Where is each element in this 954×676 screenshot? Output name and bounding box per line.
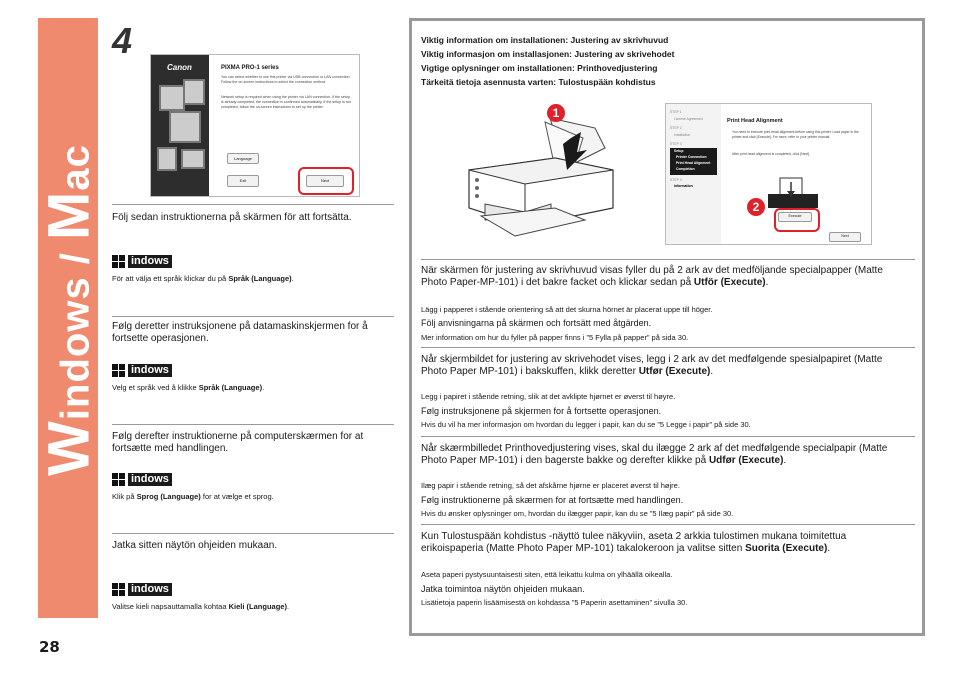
divider	[112, 533, 394, 534]
panel-heading: Viktig informasjon om installasjonen: Justering av skrivehodet	[421, 49, 675, 59]
divider	[112, 316, 394, 317]
step-number: 4	[112, 20, 133, 61]
step-badge-1: 1	[547, 104, 565, 122]
instruction-text: Følg deretter instruksjonene på datamaskinskjermen for å fortsette operasjonen.	[112, 321, 368, 344]
panel-heading: Viktig information om installationen: Justering av skrivhuvud	[421, 35, 669, 45]
paper-loading-icon	[764, 176, 824, 210]
language-note: Klik på Sprog (Language) for at vælge et sprog.	[112, 492, 274, 501]
divider	[421, 436, 915, 437]
divider	[112, 204, 394, 205]
paper-note: Ilæg papir i stående retning, så det afskårne hjørne er placeret øverst til højre.	[421, 481, 680, 490]
photo-frame	[183, 79, 205, 105]
windows-label: indows	[112, 254, 172, 269]
instruction-text: Når skjermbildet for justering av skrivehodet vises, legg i 2 ark av det medfølgende spesialpapiret (Matte Photo Paper MP-101) i bakskuffen, klikk deretter Utfør (Execute).	[421, 354, 883, 377]
next-button[interactable]: Next	[829, 232, 861, 242]
follow-text: Følg instruktionerne på skærmen for at fortsætte med handlingen.	[421, 495, 684, 505]
divider	[421, 259, 915, 260]
installer-screenshot	[150, 54, 360, 197]
windows-logo-icon	[112, 255, 126, 269]
installer-title: PIXMA PRO-1 series	[221, 65, 279, 71]
installer-steps-panel: STEP 1 License Agreement STEP 2 Installation STEP 3 Setup Printer Connection Print Head Alignment Completion STEP 4 Information	[666, 104, 721, 244]
instruction-text: När skärmen för justering av skrivhuvud visas fyller du på 2 ark av det medföljande specialpapper (Matte Photo Paper-MP-101) i det bakre facket och klickar sedan på Utför (Execute).	[421, 265, 883, 288]
alignment-paragraph: After print head alignment is completed, click [Next].	[732, 152, 811, 156]
step-badge-2: 2	[747, 198, 765, 216]
photo-frame	[159, 85, 185, 111]
photo-frame	[157, 147, 177, 171]
alignment-title: Print Head Alignment	[727, 118, 783, 124]
windows-logo-icon	[112, 473, 126, 487]
highlight-ring	[774, 208, 820, 232]
follow-text: Jatka toimintoa näytön ohjeiden mukaan.	[421, 584, 585, 594]
instruction-text: Jatka sitten näytön ohjeiden mukaan.	[112, 540, 278, 551]
divider	[421, 524, 915, 525]
instruction-text: Følg derefter instruktionerne på computerskærmen for at fortsætte med handlingen.	[112, 431, 364, 454]
exit-button[interactable]: Exit	[227, 175, 259, 187]
paper-note: Lägg i papperet i stående orientering så att det skurna hörnet är placerat uppe till höger.	[421, 305, 713, 314]
paper-note: Hvis du ønsker oplysninger om, hvordan du ilægger papir, kan du se ”5 Ilæg papir” på side 30.	[421, 509, 734, 518]
page-number: 28	[39, 638, 60, 656]
next-button[interactable]: Next	[306, 175, 344, 187]
paper-note: Aseta paperi pystysuuntaisesti siten, että leikattu kulma on ylhäällä oikealla.	[421, 570, 673, 579]
instruction-text: Når skærmbilledet Printhovedjustering vises, skal du ilægge 2 ark af det medfølgende specialpapir (Matte Photo Paper MP-101) i den bagerste bakke og derefter klikke på Udfør (Execute).	[421, 443, 888, 466]
windows-label: indows	[112, 363, 172, 378]
divider	[421, 347, 915, 348]
canon-logo: Canon	[167, 63, 192, 72]
language-note: Velg et språk ved å klikke Språk (Language).	[112, 383, 265, 392]
paper-note: Hvis du vil ha mer informasjon om hvordan du legger i papir, kan du se ”5 Legge i papir” på side 30.	[421, 420, 751, 429]
paper-note: Mer information om hur du fyller på papper finns i ”5 Fylla på papper” på sida 30.	[421, 333, 689, 342]
installer-side-panel	[151, 55, 209, 196]
execute-button[interactable]: Execute	[778, 212, 812, 222]
installer-paragraph: Network setup is required when using the printer via LAN connection. If the setup is already completed, the connection is confirmed automatically. If the setup is not completed, follow the on-screen instructions to set up the printer.	[221, 95, 351, 109]
printer-illustration	[455, 108, 631, 243]
follow-text: Följ anvisningarna på skärmen och fortsätt med åtgärden.	[421, 318, 652, 328]
paper-note: Legg i papiret i stående retning, slik at det avklipte hjørnet er øverst til høyre.	[421, 392, 676, 401]
panel-heading: Tärkeitä tietoja asennusta varten: Tulostuspään kohdistus	[421, 77, 656, 87]
windows-logo-icon	[112, 364, 126, 378]
paper-note: Lisätietoja paperin lisäämisestä on kohdassa ”5 Paperin asettaminen” sivulla 30.	[421, 598, 688, 607]
instruction-text: Kun Tulostuspään kohdistus -näyttö tulee näkyviin, aseta 2 arkkia tulostimen mukana toimitettua erikoispaperia (Matte Photo Paper MP-101) takalokeroon ja valitse sitten Suorita (Execute).	[421, 531, 847, 554]
installer-paragraph: You can select whether to use this printer via USB connection or LAN connection. Follow the on-screen instructions to select the connection method.	[221, 75, 351, 84]
language-note: Valitse kieli napsauttamalla kohtaa Kieli (Language).	[112, 602, 290, 611]
windows-label: indows	[112, 582, 172, 597]
photo-frame	[181, 149, 205, 169]
divider	[112, 424, 394, 425]
language-note: För att välja ett språk klickar du på Språk (Language).	[112, 274, 294, 283]
alignment-screenshot	[665, 103, 872, 245]
follow-text: Følg instruksjonene på skjermen for å fortsette operasjonen.	[421, 406, 662, 416]
highlight-ring	[298, 167, 354, 195]
sidebar-title: Windows / Mac	[36, 144, 102, 476]
instruction-text: Följ sedan instruktionerna på skärmen för att fortsätta.	[112, 212, 352, 223]
windows-label: indows	[112, 472, 172, 487]
photo-frame	[169, 111, 201, 143]
windows-logo-icon	[112, 583, 126, 597]
panel-heading: Vigtige oplysninger om installationen: Printhovedjustering	[421, 63, 658, 73]
language-button[interactable]: Language	[227, 153, 259, 164]
alignment-paragraph: You need to execute print head alignment before using this printer. Load paper in the printer and click [Execute]. For more, refer to your printer manual.	[732, 130, 859, 139]
